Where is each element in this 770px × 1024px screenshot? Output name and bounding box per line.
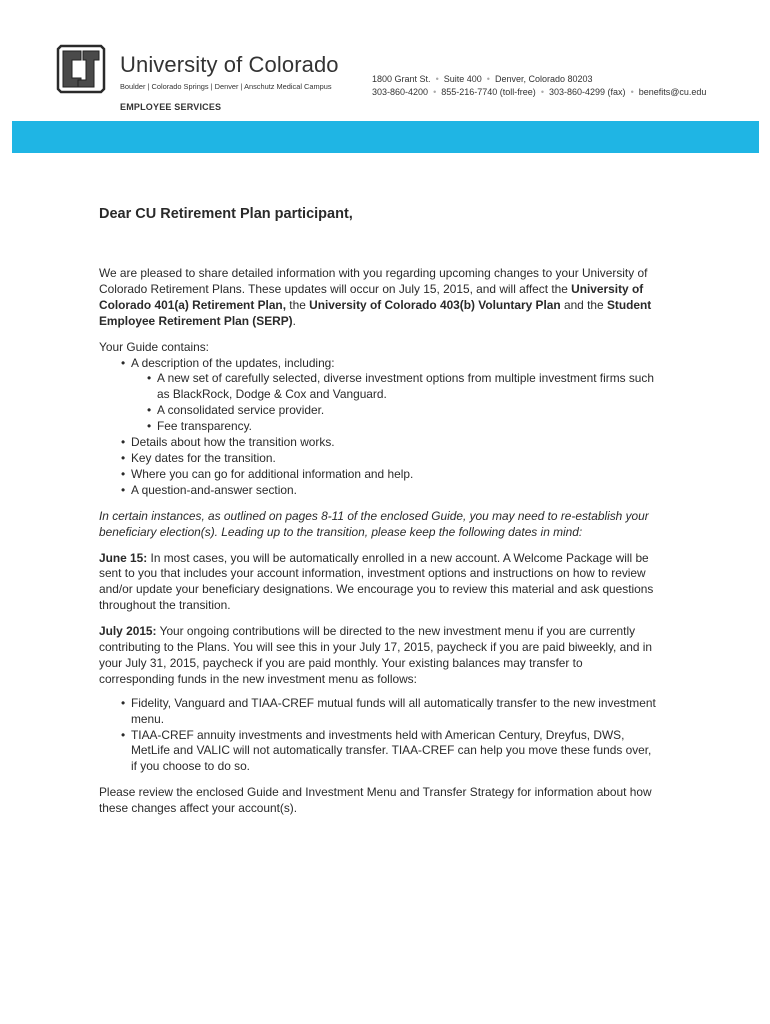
june-label: June 15:	[99, 550, 148, 565]
guide-sublist	[147, 371, 659, 435]
list-item: • TIAA-CREF annuity investments and investments held with American Century, Dreyfus, DWS, MetLife and VALIC will not automatically transfer. TIAA-CREF can help you move these funds over, if you choose to do so.	[121, 727, 652, 774]
list-item: • Fee transparency.	[147, 419, 252, 434]
phone-tollfree: 855-216-7740 (toll-free)	[441, 87, 536, 97]
city: Denver, Colorado 80203	[494, 74, 593, 84]
intro-paragraph	[99, 266, 659, 330]
intro-text-3: and the	[560, 297, 607, 312]
cu-logo-icon	[56, 44, 106, 94]
list-item: • Details about how the transition works.	[121, 435, 335, 450]
phone-main: 303-860-4200	[372, 87, 429, 97]
phone-line: 303-860-4200 • 855-216-7740 (toll-free) • 303-860-4299 (fax) • benefits@cu.edu	[372, 87, 707, 97]
july-label: July 2015:	[99, 624, 157, 639]
list-item: • Fidelity, Vanguard and TIAA-CREF mutual funds will all automatically transfer to the new investment menu.	[121, 695, 656, 726]
address-line: 1800 Grant St. • Suite 400 • Denver, Colorado 80203	[372, 74, 593, 84]
plan-serp: Student Employee Retirement Plan (SERP)	[99, 297, 652, 328]
plan-403b: University of Colorado 403(b) Voluntary Plan	[309, 297, 561, 312]
list-item: • A consolidated service provider.	[147, 403, 325, 418]
list-item: • Key dates for the transition.	[121, 450, 276, 465]
suite: Suite 400	[443, 74, 482, 84]
guide-section	[99, 340, 659, 499]
list-item: • A new set of carefully selected, diverse investment options from multiple investment firms such as BlackRock, Dodge & Cox and Vanguard.	[147, 371, 654, 402]
intro-text-2: the	[286, 297, 310, 312]
email-link[interactable]: benefits@cu.edu	[638, 87, 707, 97]
letter-body	[99, 266, 659, 827]
greeting: Dear CU Retirement Plan participant,	[99, 206, 353, 222]
guide-heading: Your Guide contains:	[99, 339, 209, 354]
department-name: EMPLOYEE SERVICES	[120, 102, 222, 112]
guide-list	[121, 356, 659, 499]
intro-text-1: We are pleased to share detailed information with you regarding upcoming changes to your University of Colorado Retirement Plans. These updates will occur on July 15, 2015, and will affect the	[99, 266, 648, 296]
list-item: • A question-and-answer section.	[121, 482, 297, 497]
july-paragraph	[99, 624, 659, 688]
header-banner	[12, 121, 759, 153]
list-item: • A description of the updates, including: • A new set of carefully selected, diverse investment options from multiple investment firms such as BlackRock, Dodge & Cox and Vanguard. • A consolidated service provider. • Fee transparency.	[121, 356, 659, 436]
university-name: University of Colorado	[120, 52, 339, 77]
contact-block	[372, 73, 706, 99]
june-text: In most cases, you will be automatically enrolled in a new account. A Welcome Package will be sent to you that includes your account information, investment options and instructions on how to review and/or update your beneficiary designations. We encourage you to review this material and ask questions throughout the transition.	[99, 550, 654, 613]
july-text: Your ongoing contributions will be directed to the new investment menu if you are currently contributing to the Plans. You will see this in your July 17, 2015, paycheck if you are paid biweekly, and in your July 31, 2015, paycheck if you are paid monthly. Your existing balances may transfer to corresponding funds in the new investment menu as follows:	[99, 624, 653, 686]
campus-list: Boulder | Colorado Springs | Denver | Anschutz Medical Campus	[120, 82, 332, 91]
street: 1800 Grant St.	[372, 74, 431, 84]
list-item: • Where you can go for additional information and help.	[121, 466, 414, 481]
closing-paragraph: Please review the enclosed Guide and Investment Menu and Transfer Strategy for information about how these changes affect your account(s).	[99, 785, 652, 816]
intro-text-4: .	[292, 313, 296, 328]
june-paragraph	[99, 551, 659, 615]
transfer-list	[121, 696, 659, 776]
beneficiary-note: In certain instances, as outlined on pages 8-11 of the enclosed Guide, you may need to re-establish your beneficiary election(s). Leading up to the transition, please keep the following dates in mind:	[99, 508, 649, 539]
plan-401a: University of Colorado 401(a) Retirement Plan,	[99, 281, 644, 312]
phone-fax: 303-860-4299 (fax)	[549, 87, 626, 97]
